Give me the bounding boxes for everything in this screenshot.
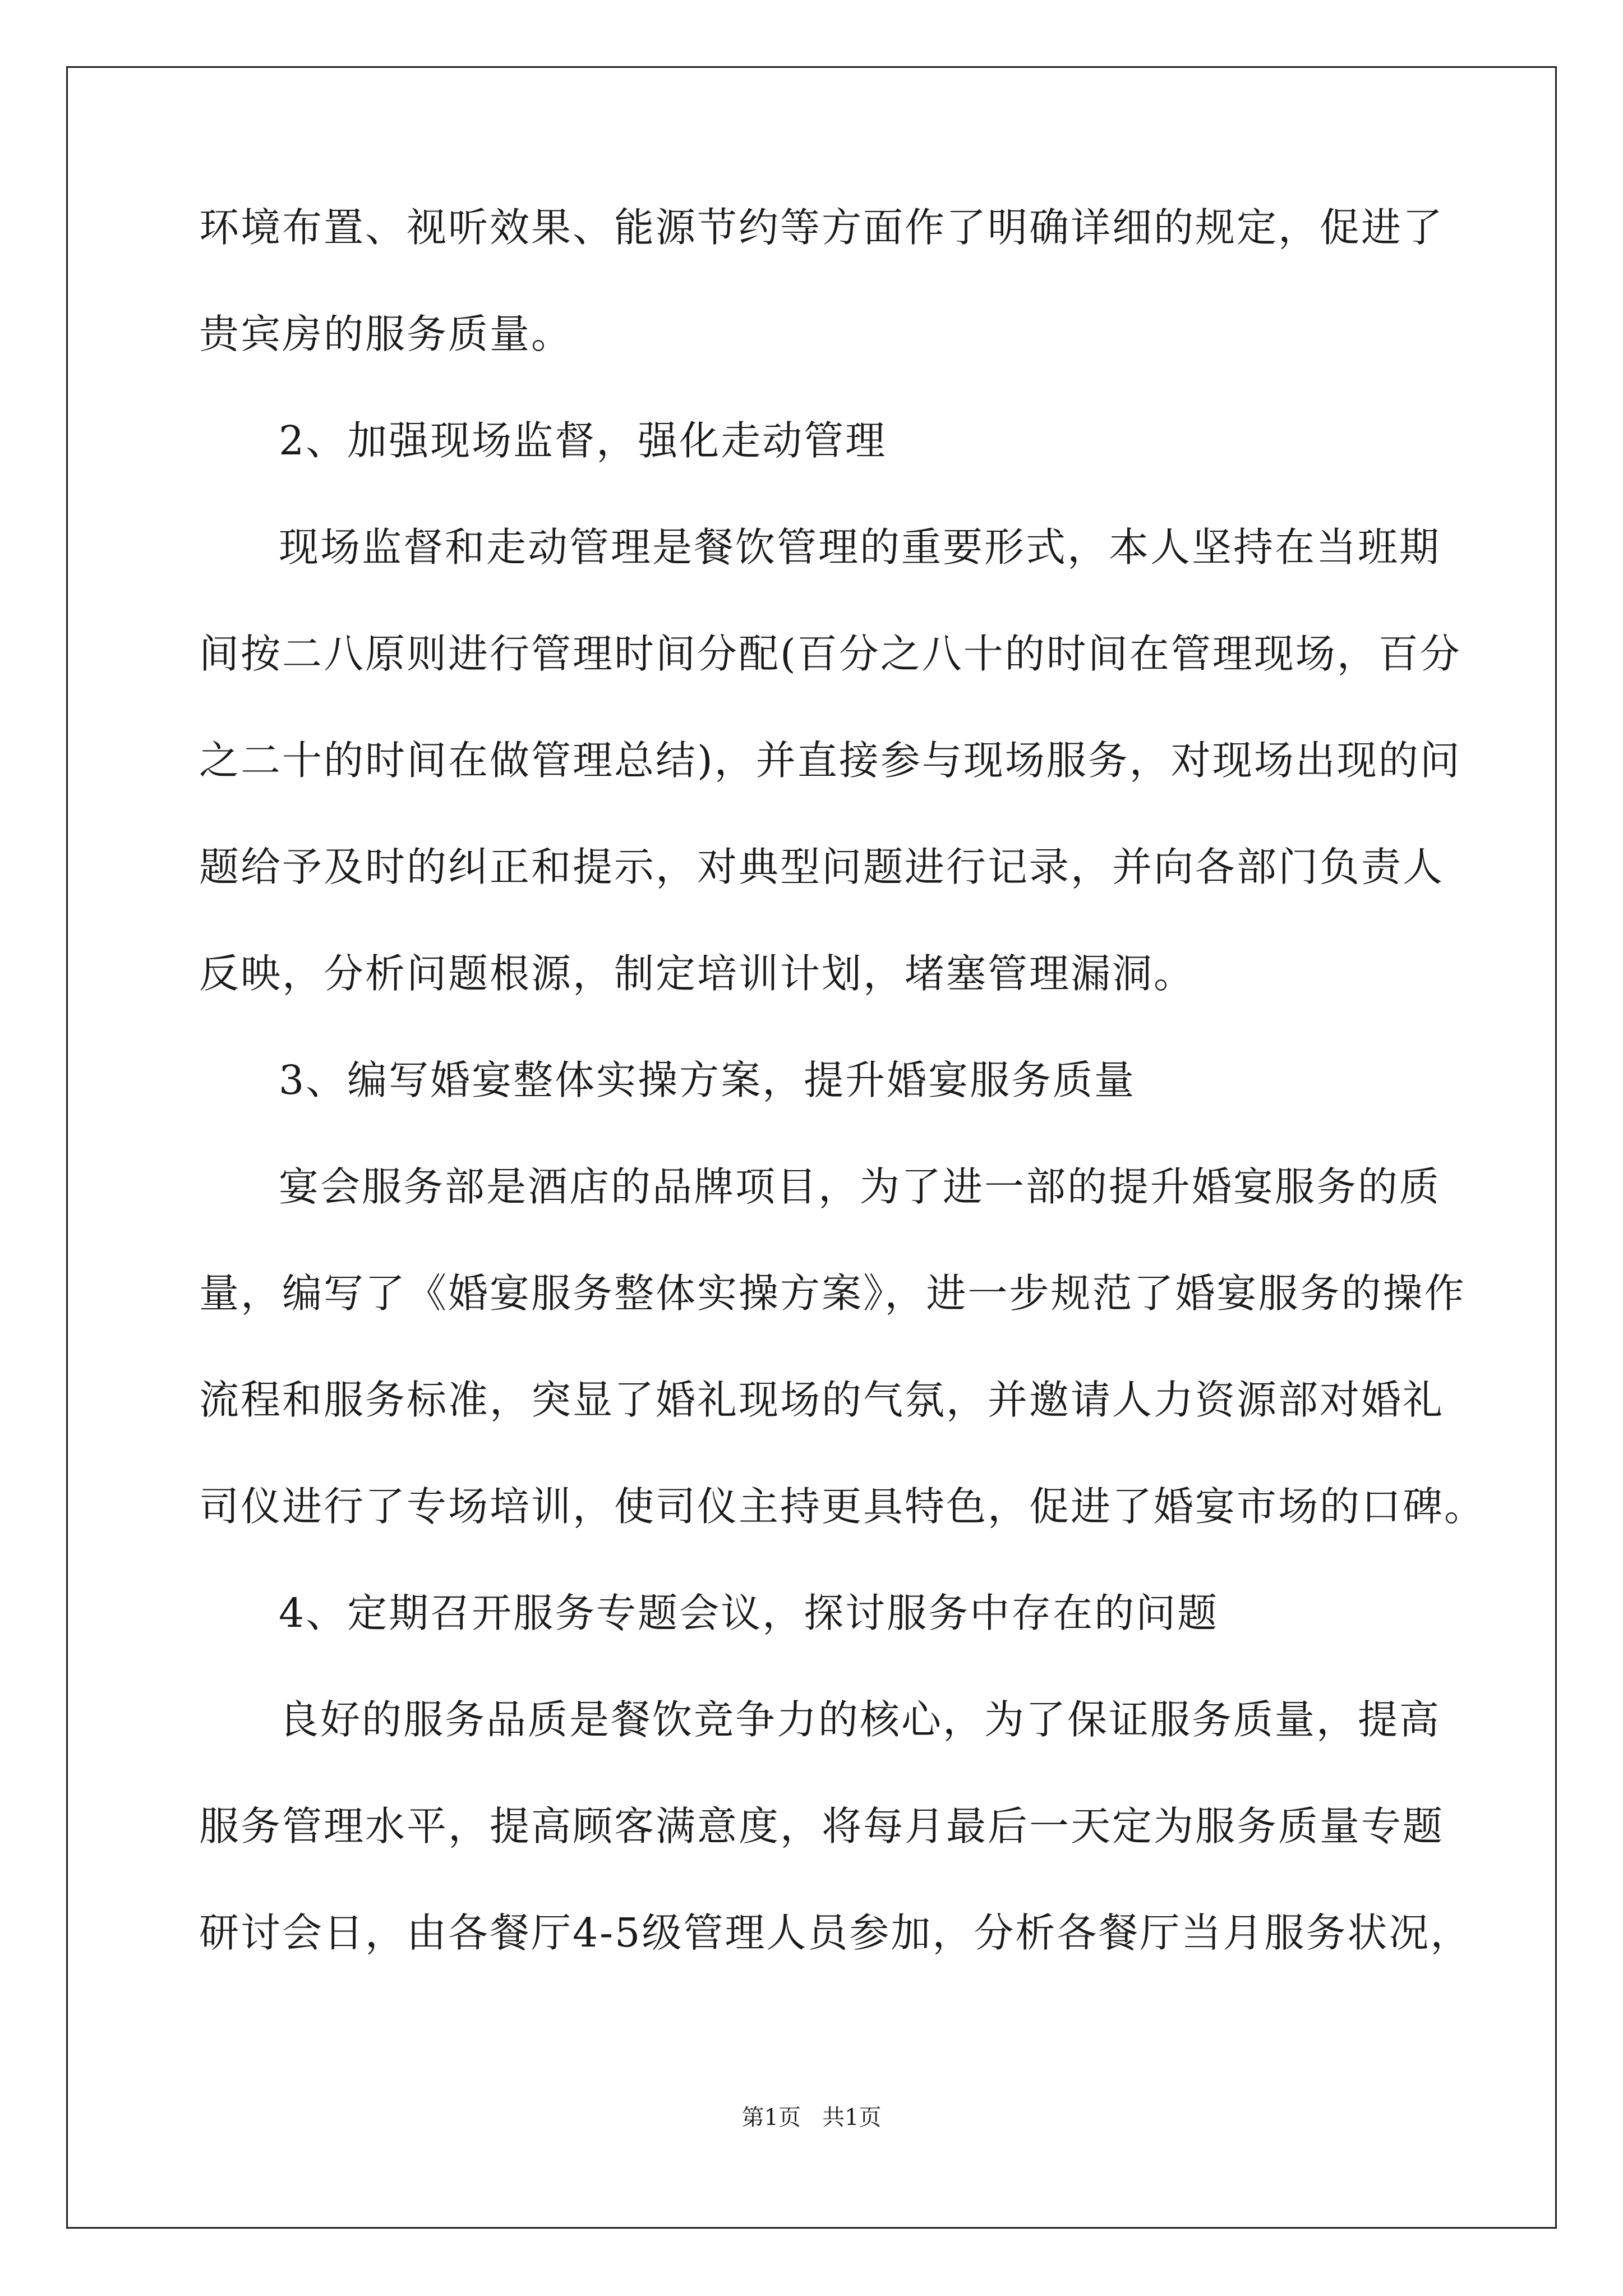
section-heading: 3、编写婚宴整体实操方案，提升婚宴服务质量 [279,1057,1136,1103]
text-line: 环境布置、视听效果、能源节约等方面作了明确详细的规定，促进了 [199,204,1445,251]
section-heading: 4、定期召开服务专题会议，探讨服务中存在的问题 [279,1590,1219,1636]
text-line: 量，编写了《婚宴服务整体实操方案》，进一步规范了婚宴服务的操作 [199,1270,1466,1317]
text-line: 流程和服务标准，突显了婚礼现场的气氛，并邀请人力资源部对婚礼 [199,1377,1445,1423]
text-line: 研讨会日，由各餐厅4-5级管理人员参加，分析各餐厅当月服务状况， [199,1910,1472,1956]
text-line: 司仪进行了专场培训，使司仪主持更具特色，促进了婚宴市场的口碑。 [199,1483,1486,1530]
text-line: 宴会服务部是酒店的品牌项目，为了进一部的提升婚宴服务的质 [279,1163,1441,1210]
text-line: 良好的服务品质是餐饮竞争力的核心，为了保证服务质量，提高 [279,1696,1441,1743]
text-line: 贵宾房的服务质量。 [199,311,573,357]
text-line: 反映，分析问题根源，制定培训计划，堵塞管理漏洞。 [199,950,1196,997]
document-body [199,204,1486,2019]
section-heading: 2、加强现场监督，强化走动管理 [279,417,887,464]
page-number-footer: 第1页 共1页 [741,2105,882,2131]
text-line: 题给予及时的纠正和提示，对典型问题进行记录，并向各部门负责人 [199,844,1445,890]
text-line: 之二十的时间在做管理总结)，并直接参与现场服务，对现场出现的问 [199,737,1461,784]
text-line: 现场监督和走动管理是餐饮管理的重要形式，本人坚持在当班期 [279,524,1441,570]
text-line: 服务管理水平，提高顾客满意度，将每月最后一天定为服务质量专题 [199,1803,1445,1849]
text-line: 间按二八原则进行管理时间分配(百分之八十的时间在管理现场，百分 [199,631,1461,677]
